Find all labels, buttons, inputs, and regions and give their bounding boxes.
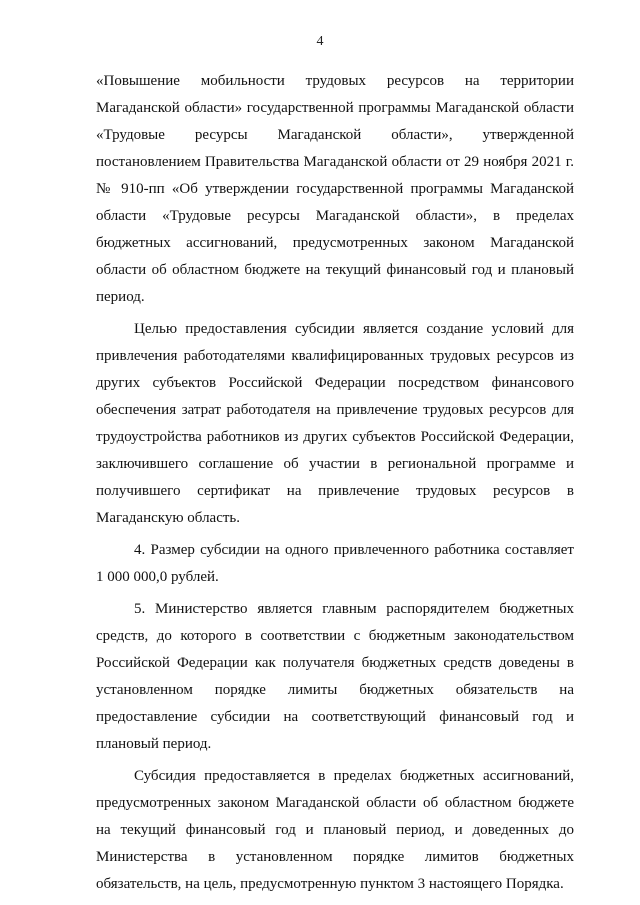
paragraph-ministry-role: 5. Министерство является главным распорядителем бюджетных средств, до которого в соответствии с бюджетным законодательством Российской Федерации как получателя бюджетных средств доведены в установленном порядке лимиты бюджетных обязательств на предоставление субсидии на соответствующий финансовый год и плановый период.: [96, 601, 574, 752]
paragraph-subsidy-amount: 4. Размер субсидии на одного привлеченного работника составляет 1 000 000,0 рублей.: [96, 542, 574, 585]
paragraph-subsidy-limits: Субсидия предоставляется в пределах бюджетных ассигнований, предусмотренных законом Магаданской области об областном бюджете на текущий финансовый год и плановый период, и доведенных до Министерства в установленном порядке лимитов бюджетных обязательств, на цель, предусмотренную пунктом 3 настоящего Порядка.: [96, 768, 574, 892]
document-body: [96, 68, 574, 903]
paragraph-program-reference: «Повышение мобильности трудовых ресурсов на территории Магаданской области» государственной программы Магаданской области «Трудовые ресурсы Магаданской области», утвержденной постановлением Правительства Магаданской области от 29 ноября 2021 г. № 910-пп «Об утверждении государственной программы Магаданской области «Трудовые ресурсы Магаданской области», в пределах бюджетных ассигнований, предусмотренных законом Магаданской области об областном бюджете на текущий финансовый год и плановый период.: [96, 73, 574, 305]
paragraph-subsidy-purpose: Целью предоставления субсидии является создание условий для привлечения работодателями квалифицированных трудовых ресурсов из других субъектов Российской Федерации посредством финансового обеспечения затрат работодателя на привлечение трудовых ресурсов для трудоустройства работников из других субъектов Российской Федерации, заключившего соглашение об участии в региональной программе и получившего сертификат на привлечение трудовых ресурсов в Магаданскую область.: [96, 321, 574, 526]
page-number: 4: [316, 34, 324, 49]
